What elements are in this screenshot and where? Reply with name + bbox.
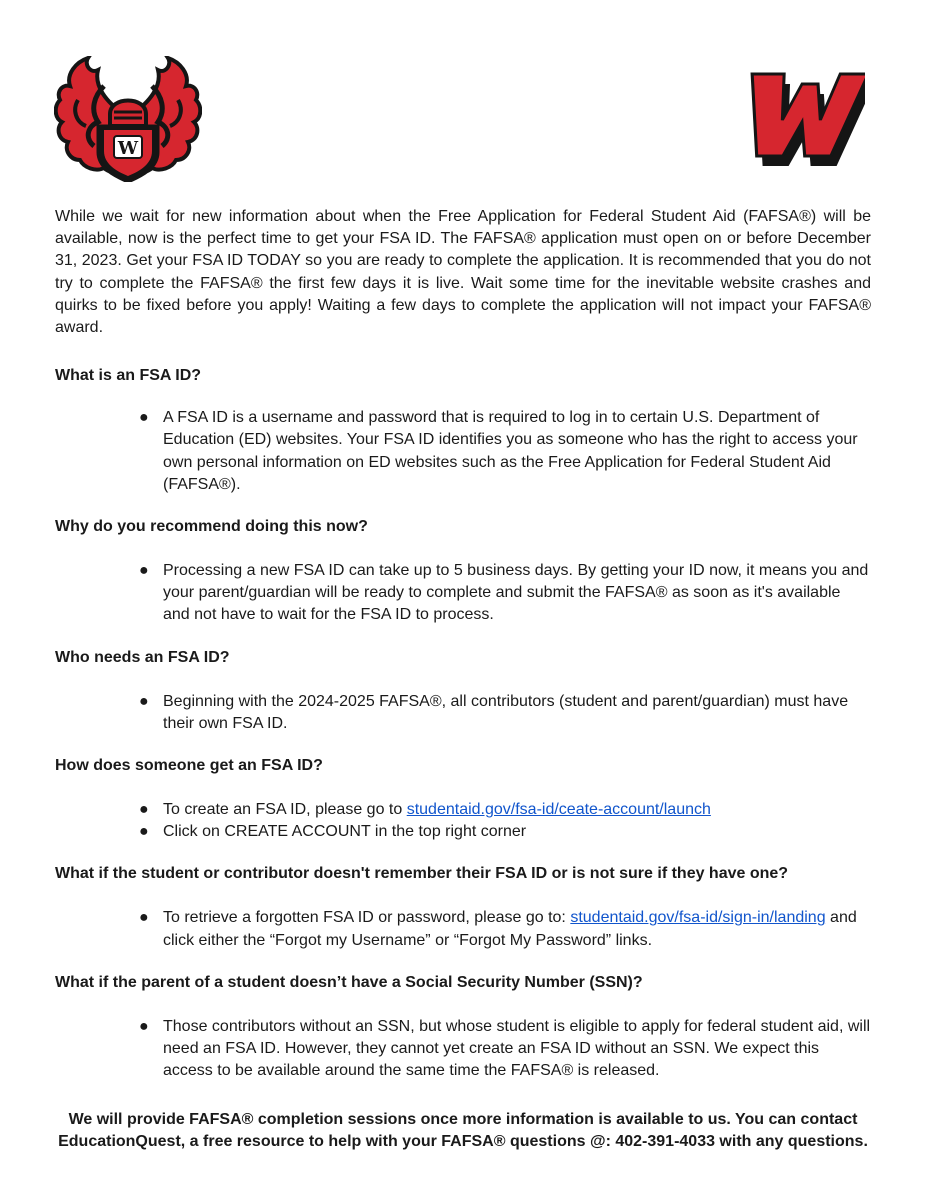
section-heading: What is an FSA ID? <box>55 367 202 385</box>
footer-note: We will provide FAFSA® completion sessions once more information is available to us. You can contact EducationQuest, a free resource to help with your FAFSA® questions @: 402-391-4033 with any questions. <box>58 1111 868 1151</box>
bullet-list <box>55 799 871 843</box>
bullet-text: To create an FSA ID, please go to <box>163 801 407 819</box>
bullet-dot: ● <box>139 562 149 580</box>
list-item <box>55 907 871 951</box>
block-w-logo <box>733 70 865 166</box>
section-heading: What if the student or contributor doesn't remember their FSA ID or is not sure if they have one? <box>55 865 789 883</box>
bullet-list <box>55 407 871 496</box>
section-heading: How does someone get an FSA ID? <box>55 757 323 775</box>
crest-letter: W <box>117 138 139 159</box>
bullet-text: Processing a new FSA ID can take up to 5 business days. By getting your ID now, it means you and your parent/guardian will be ready to complete and submit the FAFSA® as soon as it's available and not have to wait for the FSA ID to process. <box>163 562 869 624</box>
block-w-text: W <box>733 70 734 71</box>
list-item <box>55 821 871 843</box>
create-account-link[interactable]: studentaid.gov/fsa-id/ceate-account/launch <box>406 801 711 819</box>
list-item <box>55 407 871 496</box>
bullet-list <box>55 560 871 627</box>
list-item <box>55 799 871 821</box>
sign-in-link[interactable]: studentaid.gov/fsa-id/sign-in/landing <box>570 909 826 927</box>
bullet-list <box>55 1016 871 1083</box>
section-heading: Who needs an FSA ID? <box>55 648 230 666</box>
bullet-list <box>55 907 871 951</box>
section-heading: Why do you recommend doing this now? <box>55 518 368 536</box>
bullet-dot: ● <box>139 1017 149 1035</box>
knight-crest-logo <box>54 56 202 182</box>
bullet-dot: ● <box>139 692 149 710</box>
intro-paragraph: While we wait for new information about when the Free Application for Federal Student Aid (FAFSA®) will be available, now is the perfect time to get your FSA ID. The FAFSA® application must open on or before December 31, 2023. Get your FSA ID TODAY so you are ready to complete the application. It is recommended that you do not try to complete the FAFSA® the first few days it is live. Wait some time for the inevitable website crashes and quirks to be fixed before you apply! Waiting a few days to complete the application will not impact your FAFSA® award. <box>55 208 871 337</box>
document-body <box>55 206 871 1082</box>
section-heading: What if the parent of a student doesn’t have a Social Security Number (SSN)? <box>55 973 643 991</box>
list-item <box>55 691 871 735</box>
bullet-list <box>55 691 871 735</box>
bullet-text: Beginning with the 2024-2025 FAFSA®, all contributors (student and parent/guardian) must have their own FSA ID. <box>163 692 849 732</box>
list-item <box>55 560 871 627</box>
bullet-dot: ● <box>139 409 149 427</box>
bullet-text: and click either the “Forgot my Username” or “Forgot My Password” links. <box>163 909 857 949</box>
bullet-text: A FSA ID is a username and password that is required to log in to certain U.S. Department of Education (ED) websites. Your FSA ID identifies you as someone who has the right to access your own personal information on ED websites such as the Free Application for Federal Student Aid (FAFSA®). <box>163 409 858 493</box>
bullet-dot: ● <box>139 909 149 927</box>
bullet-text: Click on CREATE ACCOUNT in the top right corner <box>163 823 527 841</box>
bullet-text: Those contributors without an SSN, but whose student is eligible to apply for federal student aid, will need an FSA ID. However, they cannot yet create an FSA ID without an SSN. We expect this access to be available around the same time the FAFSA® is released. <box>163 1017 871 1080</box>
bullet-dot: ● <box>139 823 149 841</box>
bullet-dot: ● <box>139 801 149 819</box>
list-item <box>55 1016 871 1083</box>
bullet-text: To retrieve a forgotten FSA ID or password, please go to: <box>163 909 571 927</box>
